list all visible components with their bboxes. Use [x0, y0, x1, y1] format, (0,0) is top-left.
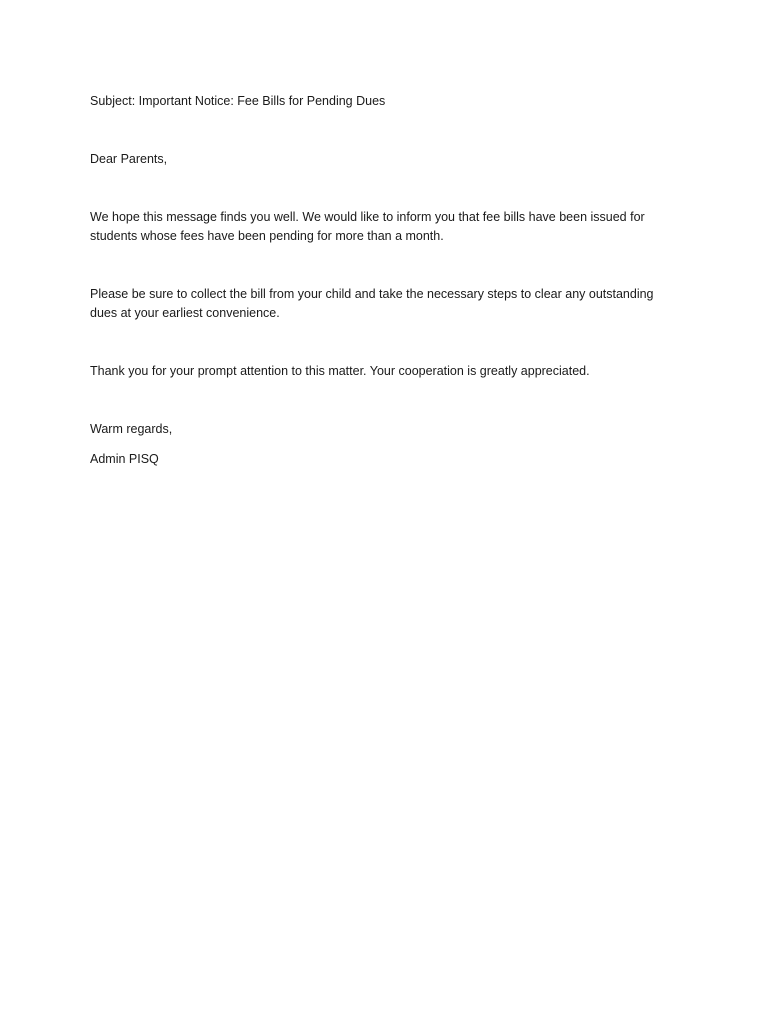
paragraph-line: Please be sure to collect the bill from your child and take the necessary steps to clear any outstanding	[90, 287, 654, 301]
letter-paragraph-3	[90, 362, 680, 381]
letter-paragraph-1	[90, 208, 680, 246]
letter-body	[90, 92, 680, 469]
paragraph-line: We hope this message finds you well. We would like to inform you that fee bills have been issued for	[90, 210, 645, 224]
letter-subject: Subject: Important Notice: Fee Bills for Pending Dues	[90, 94, 386, 108]
letter-closing: Warm regards,	[90, 422, 173, 436]
paragraph-line: Thank you for your prompt attention to this matter. Your cooperation is greatly appreciated.	[90, 364, 590, 378]
paragraph-line: students whose fees have been pending for more than a month.	[90, 229, 444, 243]
letter-paragraph-2	[90, 285, 680, 323]
paragraph-line: dues at your earliest convenience.	[90, 306, 280, 320]
letter-signature: Admin PISQ	[90, 452, 159, 466]
letter-salutation: Dear Parents,	[90, 152, 168, 166]
